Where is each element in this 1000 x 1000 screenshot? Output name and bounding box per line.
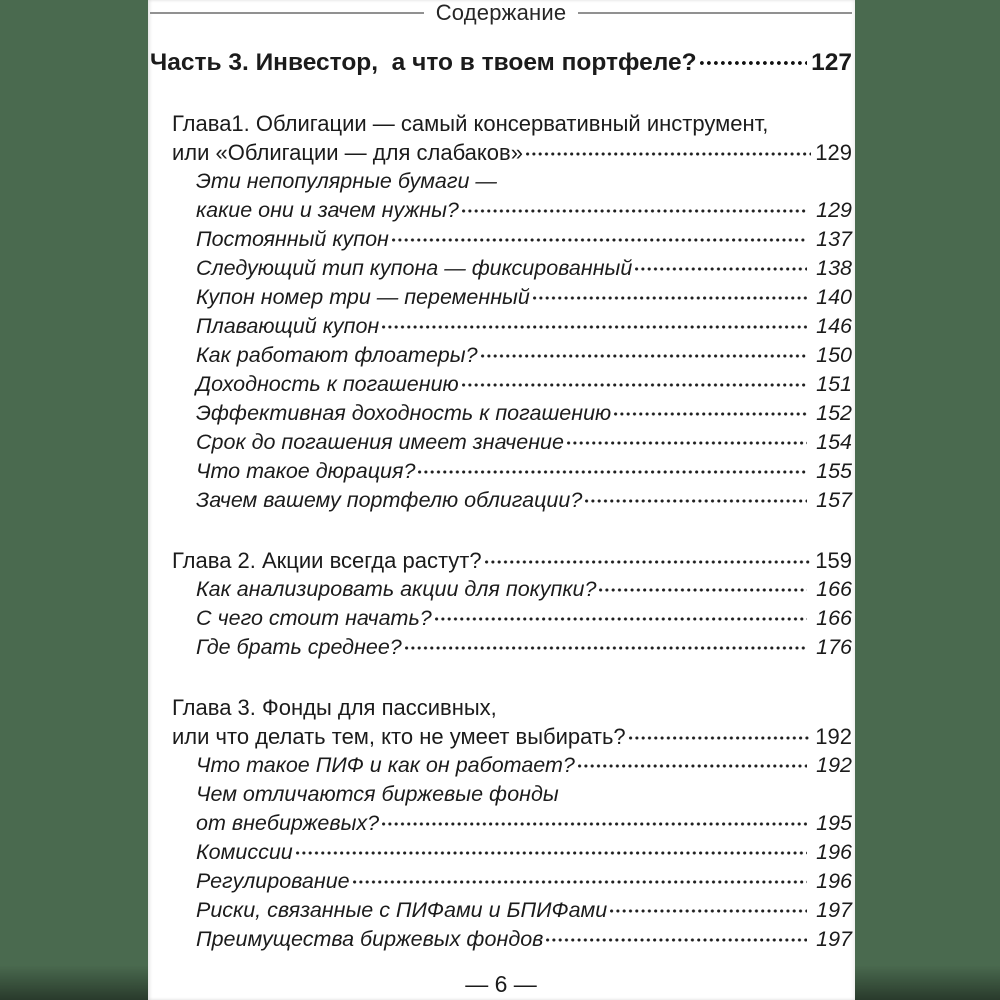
book-cover-edge-right bbox=[855, 0, 1000, 1000]
toc-entry bbox=[196, 925, 852, 954]
toc-entry bbox=[196, 196, 852, 225]
toc-page bbox=[148, 0, 855, 1000]
toc-entry bbox=[196, 751, 852, 780]
toc-entry-title: Риски, связанные с ПИФами и БПИФами bbox=[196, 898, 608, 922]
toc-entry-title: какие они и зачем нужны? bbox=[196, 198, 459, 222]
toc-entry bbox=[196, 283, 852, 312]
toc-header bbox=[150, 0, 852, 26]
toc-entry bbox=[196, 457, 852, 486]
toc-entry bbox=[172, 693, 852, 722]
toc-entry bbox=[196, 167, 852, 196]
toc-entry-page: 127 bbox=[811, 49, 852, 76]
toc-entry-title: Глава 3. Фонды для пассивных, bbox=[172, 695, 497, 720]
toc-entry bbox=[196, 633, 852, 662]
toc-entry-title: Регулирование bbox=[196, 869, 350, 893]
toc-entry bbox=[196, 312, 852, 341]
toc-entry bbox=[196, 370, 852, 399]
toc-entry-page: 157 bbox=[816, 488, 852, 512]
page-title: Содержание bbox=[435, 0, 567, 25]
toc-entry-title: Следующий тип купона — фиксированный bbox=[196, 256, 633, 280]
toc-entry-page: 129 bbox=[815, 140, 852, 165]
toc-entry-title: Глава 2. Акции всегда растут? bbox=[172, 548, 482, 573]
toc-entry bbox=[150, 48, 852, 78]
toc-entry-page: 152 bbox=[816, 401, 852, 425]
toc-list bbox=[150, 48, 852, 954]
toc-entry bbox=[172, 546, 852, 575]
toc-entry-title: Доходность к погашению bbox=[196, 372, 459, 396]
toc-entry-title: С чего стоит начать? bbox=[196, 606, 432, 630]
toc-entry-page: 155 bbox=[816, 459, 852, 483]
toc-entry-page: 166 bbox=[816, 606, 852, 630]
toc-entry-title: Чем отличаются биржевые фонды bbox=[196, 782, 559, 806]
toc-entry-page: 192 bbox=[816, 753, 852, 777]
toc-entry bbox=[196, 780, 852, 809]
toc-entry-page: 196 bbox=[816, 840, 852, 864]
toc-entry-title: от внебиржевых? bbox=[196, 811, 380, 835]
toc-entry bbox=[196, 838, 852, 867]
toc-entry-page: 197 bbox=[816, 898, 852, 922]
book-cover-edge-left bbox=[0, 0, 148, 1000]
toc-entry-page: 138 bbox=[816, 256, 852, 280]
toc-entry bbox=[196, 254, 852, 283]
toc-entry-title: Преимущества биржевых фондов bbox=[196, 927, 544, 951]
toc-entry-page: 137 bbox=[816, 227, 852, 251]
toc-entry-title: Эти непопулярные бумаги — bbox=[196, 169, 497, 193]
toc-entry-title: Срок до погашения имеет значение bbox=[196, 430, 564, 454]
toc-entry-page: 129 bbox=[816, 198, 852, 222]
toc-entry-page: 195 bbox=[816, 811, 852, 835]
toc-entry bbox=[196, 809, 852, 838]
toc-entry-page: 192 bbox=[815, 724, 852, 749]
toc-entry-title: Как работают флоатеры? bbox=[196, 343, 478, 367]
toc-entry bbox=[172, 138, 852, 167]
toc-entry-page: 140 bbox=[816, 285, 852, 309]
toc-entry bbox=[172, 722, 852, 751]
toc-entry bbox=[172, 109, 852, 138]
toc-entry-title: Эффективная доходность к погашению bbox=[196, 401, 612, 425]
toc-entry-page: 159 bbox=[815, 548, 852, 573]
toc-entry bbox=[196, 575, 852, 604]
toc-entry bbox=[196, 486, 852, 515]
toc-entry bbox=[196, 225, 852, 254]
toc-entry bbox=[196, 399, 852, 428]
toc-entry-title: Комиссии bbox=[196, 840, 293, 864]
toc-entry-page: 151 bbox=[816, 372, 852, 396]
toc-entry-title: Что такое дюрация? bbox=[196, 459, 416, 483]
header-rule-left bbox=[150, 12, 424, 14]
toc-entry-page: 197 bbox=[816, 927, 852, 951]
toc-entry-title: или что делать тем, кто не умеет выбирать? bbox=[172, 724, 626, 749]
toc-entry-title: или «Облигации — для слабаков» bbox=[172, 140, 523, 165]
toc-entry-title: Как анализировать акции для покупки? bbox=[196, 577, 597, 601]
toc-entry-title: Часть 3. Инвестор, а что в твоем портфеле? bbox=[150, 49, 697, 76]
toc-entry-title: Где брать среднее? bbox=[196, 635, 402, 659]
toc-entry bbox=[196, 896, 852, 925]
toc-entry-title: Постоянный купон bbox=[196, 227, 389, 251]
toc-entry-page: 176 bbox=[816, 635, 852, 659]
toc-entry-page: 146 bbox=[816, 314, 852, 338]
toc-entry-title: Глава1. Облигации — самый консервативный инструмент, bbox=[172, 111, 769, 136]
toc-entry bbox=[196, 867, 852, 896]
toc-entry-title: Что такое ПИФ и как он работает? bbox=[196, 753, 575, 777]
toc-entry bbox=[196, 604, 852, 633]
toc-entry-page: 154 bbox=[816, 430, 852, 454]
toc-entry-title: Зачем вашему портфелю облигации? bbox=[196, 488, 583, 512]
toc-entry-page: 150 bbox=[816, 343, 852, 367]
toc-entry-page: 196 bbox=[816, 869, 852, 893]
toc-entry-title: Плавающий купон bbox=[196, 314, 380, 338]
header-rule-right bbox=[578, 12, 852, 14]
toc-entry-title: Купон номер три — переменный bbox=[196, 285, 530, 309]
page-number-footer: — 6 — bbox=[465, 971, 537, 997]
toc-entry-page: 166 bbox=[816, 577, 852, 601]
toc-entry bbox=[196, 428, 852, 457]
toc-entry bbox=[196, 341, 852, 370]
